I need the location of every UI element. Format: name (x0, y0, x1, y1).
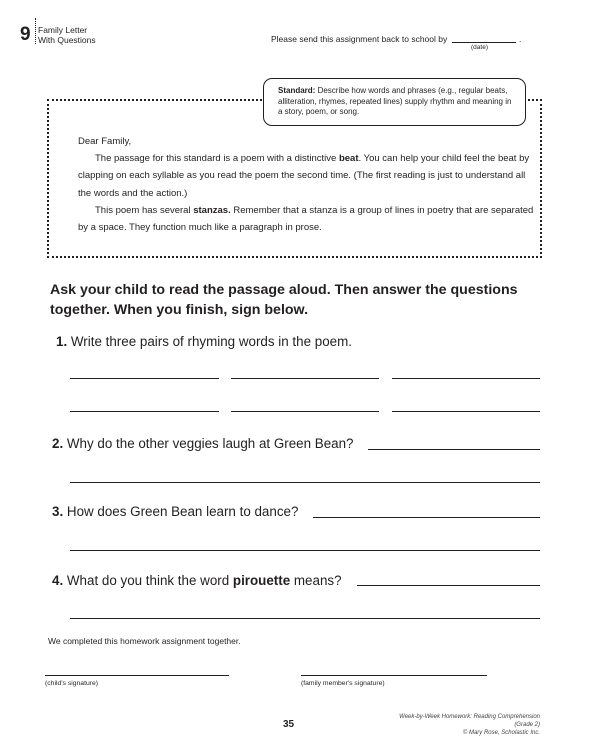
answer-2-line-1[interactable] (368, 449, 540, 450)
header-title-line2: With Questions (38, 35, 96, 45)
send-back-period: . (519, 34, 522, 44)
letter-p1-text: The passage for this standard is a poem with a distinctive (95, 153, 339, 165)
standard-text: Describe how words and phrases (e.g., regular beats, alliteration, rhymes, repeated lines) supply rhythm and meaning in a story, poem, or song. (278, 86, 512, 116)
letter-p2-rest: Remember that a stanza is a group of lines in poetry that are separated by a space. They function much like a paragraph in prose. (78, 204, 534, 234)
family-signature-line[interactable] (301, 675, 487, 676)
answer-4-line-1[interactable] (357, 585, 540, 586)
question-1 (56, 334, 352, 350)
answer-3-line-2[interactable] (70, 550, 540, 551)
instructions: Ask your child to read the passage aloud. Then answer the questions together. When you finish, sign below. (50, 282, 518, 318)
date-field[interactable] (452, 42, 516, 43)
letter-paragraph-2 (78, 202, 538, 236)
question-4 (52, 573, 342, 589)
question-4-number: 4. (52, 573, 64, 588)
header-title (38, 25, 96, 45)
standard-box (263, 78, 526, 126)
question-2-text: Why do the other veggies laugh at Green Bean? (66, 436, 354, 451)
question-3 (52, 504, 298, 520)
question-2-number: 2. (52, 436, 64, 451)
family-signature-label: (family member's signature) (301, 680, 385, 687)
question-2 (52, 436, 354, 452)
answer-2-line-2[interactable] (70, 482, 540, 483)
question-3-number: 3. (52, 504, 64, 519)
question-4-bold-word: pirouette (232, 573, 291, 588)
answer-1-line-2[interactable] (231, 378, 379, 379)
week-number: 9 (20, 24, 31, 45)
credit-line-1: Week-by-Week Homework: Reading Comprehension (Grade 2) (399, 714, 540, 728)
question-1-number: 1. (56, 334, 68, 349)
child-signature-line[interactable] (45, 675, 229, 676)
answer-1-line-1[interactable] (70, 378, 219, 379)
child-signature-label: (child's signature) (45, 680, 99, 687)
answer-1-line-3[interactable] (392, 378, 540, 379)
standard-label: Standard: (278, 86, 316, 95)
letter-p2-text: This poem has several (95, 204, 194, 216)
answer-4-line-2[interactable] (70, 618, 540, 619)
answer-1-line-5[interactable] (231, 411, 379, 412)
credit-line-2: © Mary Rose, Scholastic Inc. (462, 730, 540, 736)
question-3-text: How does Green Bean learn to dance? (66, 504, 299, 519)
question-4-text-end: means? (290, 573, 342, 588)
date-label: (date) (471, 44, 488, 51)
page-number: 35 (283, 719, 295, 730)
header-divider (35, 18, 36, 44)
question-4-text: What do you think the word (66, 573, 233, 588)
answer-1-line-6[interactable] (392, 411, 540, 412)
send-back-text: Please send this assignment back to school by (271, 34, 448, 44)
letter-p1-rest: . You can help your child feel the beat by clapping on each syllable as you read the poem the second time. (The first reading is just to understand all the words and the action.) (78, 153, 530, 199)
letter-greeting: Dear Family, (78, 136, 132, 147)
credit (380, 713, 540, 737)
header-title-line1: Family Letter (38, 25, 88, 35)
question-1-text: Write three pairs of rhyming words in the poem. (70, 334, 352, 349)
letter-p1-bold: beat (338, 153, 359, 165)
completed-statement: We completed this homework assignment together. (48, 636, 241, 646)
letter-paragraph-1 (78, 150, 538, 202)
letter-p2-bold: stanzas. (193, 204, 231, 216)
family-letter (78, 133, 538, 236)
answer-1-line-4[interactable] (70, 411, 219, 412)
answer-3-line-1[interactable] (313, 517, 540, 518)
